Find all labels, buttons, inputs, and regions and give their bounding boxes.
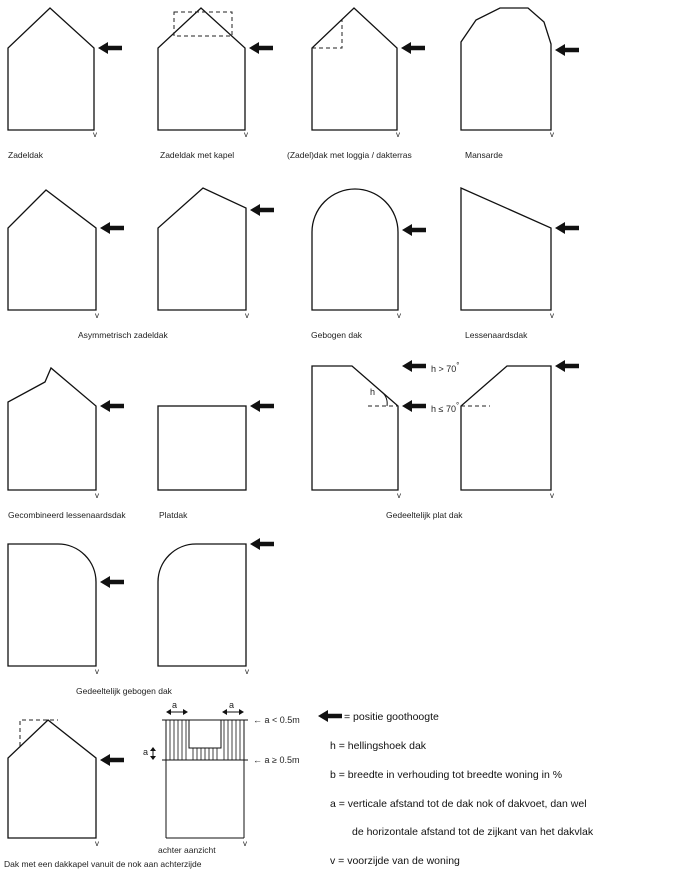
label-achter-aanzicht: achter aanzicht xyxy=(158,845,216,855)
loggia-shape xyxy=(312,8,397,130)
gedeeltelijk-plat-2-shape xyxy=(461,366,551,490)
platdak-shape xyxy=(158,406,246,490)
legend-positie: = positie goothoogte xyxy=(344,711,439,723)
label-dakkapel: Dak met een dakkapel vanuit de nok aan achterzijde xyxy=(4,859,202,869)
left-arrow-icon xyxy=(98,42,122,54)
label-gedeeltelijk-gebogen: Gedeeltelijk gebogen dak xyxy=(76,686,172,696)
gecombineerd-shape xyxy=(8,368,96,490)
voorzijde-mark: v xyxy=(244,130,248,139)
left-arrow-icon xyxy=(250,400,274,412)
voorzijde-mark: v xyxy=(245,667,249,676)
label-zadeldak: Zadeldak xyxy=(8,150,43,160)
gedeeltelijk-gebogen-2-shape xyxy=(158,544,246,666)
label-mansarde: Mansarde xyxy=(465,150,503,160)
voorzijde-mark: v xyxy=(397,311,401,320)
annotation-a-ge: ← a ≥ 0.5m xyxy=(253,755,300,765)
label-gebogen: Gebogen dak xyxy=(311,330,363,340)
asymmetrisch-2-shape xyxy=(158,188,246,310)
annotation-h-lessequal: h ≤ 70° xyxy=(431,401,460,414)
voorzijde-mark: v xyxy=(95,839,99,848)
annotation-a-lt: ← a < 0.5m xyxy=(253,715,300,725)
mansarde-shape xyxy=(461,8,551,130)
voorzijde-mark: v xyxy=(550,491,554,500)
dakkapel-shape xyxy=(8,720,96,838)
legend-a2: de horizontale afstand tot de zijkant van het dakvlak xyxy=(352,826,594,838)
left-arrow-icon xyxy=(402,224,426,236)
label-gedeeltelijk-plat: Gedeeltelijk plat dak xyxy=(386,510,463,520)
voorzijde-mark: v xyxy=(95,667,99,676)
legend-a1: a = verticale afstand tot de dak nok of dakvoet, dan wel xyxy=(330,798,587,810)
label-lessenaard: Lessenaardsdak xyxy=(465,330,528,340)
voorzijde-mark: v xyxy=(396,130,400,139)
kapel-dashed xyxy=(174,12,232,36)
left-arrow-icon xyxy=(555,44,579,56)
voorzijde-mark: v xyxy=(243,839,247,848)
legend-v: v = voorzijde van de woning xyxy=(330,855,460,867)
left-arrow-icon xyxy=(401,42,425,54)
achter-aanzicht-drawing xyxy=(150,709,248,838)
left-arrow-icon xyxy=(402,400,426,412)
voorzijde-mark: v xyxy=(95,491,99,500)
voorzijde-mark: v xyxy=(93,130,97,139)
left-arrow-icon xyxy=(100,754,124,766)
asymmetrisch-1-shape xyxy=(8,190,96,310)
left-arrow-icon xyxy=(318,710,342,722)
voorzijde-mark: v xyxy=(550,311,554,320)
voorzijde-mark: v xyxy=(95,311,99,320)
legend-h: h = hellingshoek dak xyxy=(330,740,427,752)
annotation-a-vertical: a xyxy=(143,747,149,757)
label-gecombineerd: Gecombineerd lessenaardsdak xyxy=(8,510,126,520)
zadeldak-shape xyxy=(8,8,94,130)
left-arrow-icon xyxy=(100,576,124,588)
left-arrow-icon xyxy=(555,360,579,372)
gedeeltelijk-plat-1-shape xyxy=(312,366,398,490)
left-arrow-icon xyxy=(249,42,273,54)
gebogen-shape xyxy=(312,189,398,310)
label-platdak: Platdak xyxy=(159,510,188,520)
annotation-a-right: a xyxy=(229,700,235,710)
label-zadeldak-kapel: Zadeldak met kapel xyxy=(160,150,235,160)
label-loggia: (Zadel)dak met loggia / dakterras xyxy=(287,150,412,160)
helling-arc xyxy=(382,392,387,406)
left-arrow-icon xyxy=(100,400,124,412)
left-arrow-icon xyxy=(555,222,579,234)
lessenaard-shape xyxy=(461,188,551,310)
left-arrow-icon xyxy=(250,204,274,216)
annotation-h-greater: h > 70° xyxy=(431,361,460,374)
left-arrow-icon xyxy=(250,538,274,550)
voorzijde-mark: v xyxy=(550,130,554,139)
legend-b: b = breedte in verhouding tot breedte woning in % xyxy=(330,769,563,781)
voorzijde-mark: v xyxy=(397,491,401,500)
voorzijde-mark: v xyxy=(245,311,249,320)
left-arrow-icon xyxy=(100,222,124,234)
annotation-a-left: a xyxy=(172,700,178,710)
left-arrow-icon xyxy=(402,360,426,372)
gedeeltelijk-gebogen-1-shape xyxy=(8,544,96,666)
label-asymmetrisch: Asymmetrisch zadeldak xyxy=(78,330,168,340)
annotation-h: h xyxy=(370,387,376,397)
